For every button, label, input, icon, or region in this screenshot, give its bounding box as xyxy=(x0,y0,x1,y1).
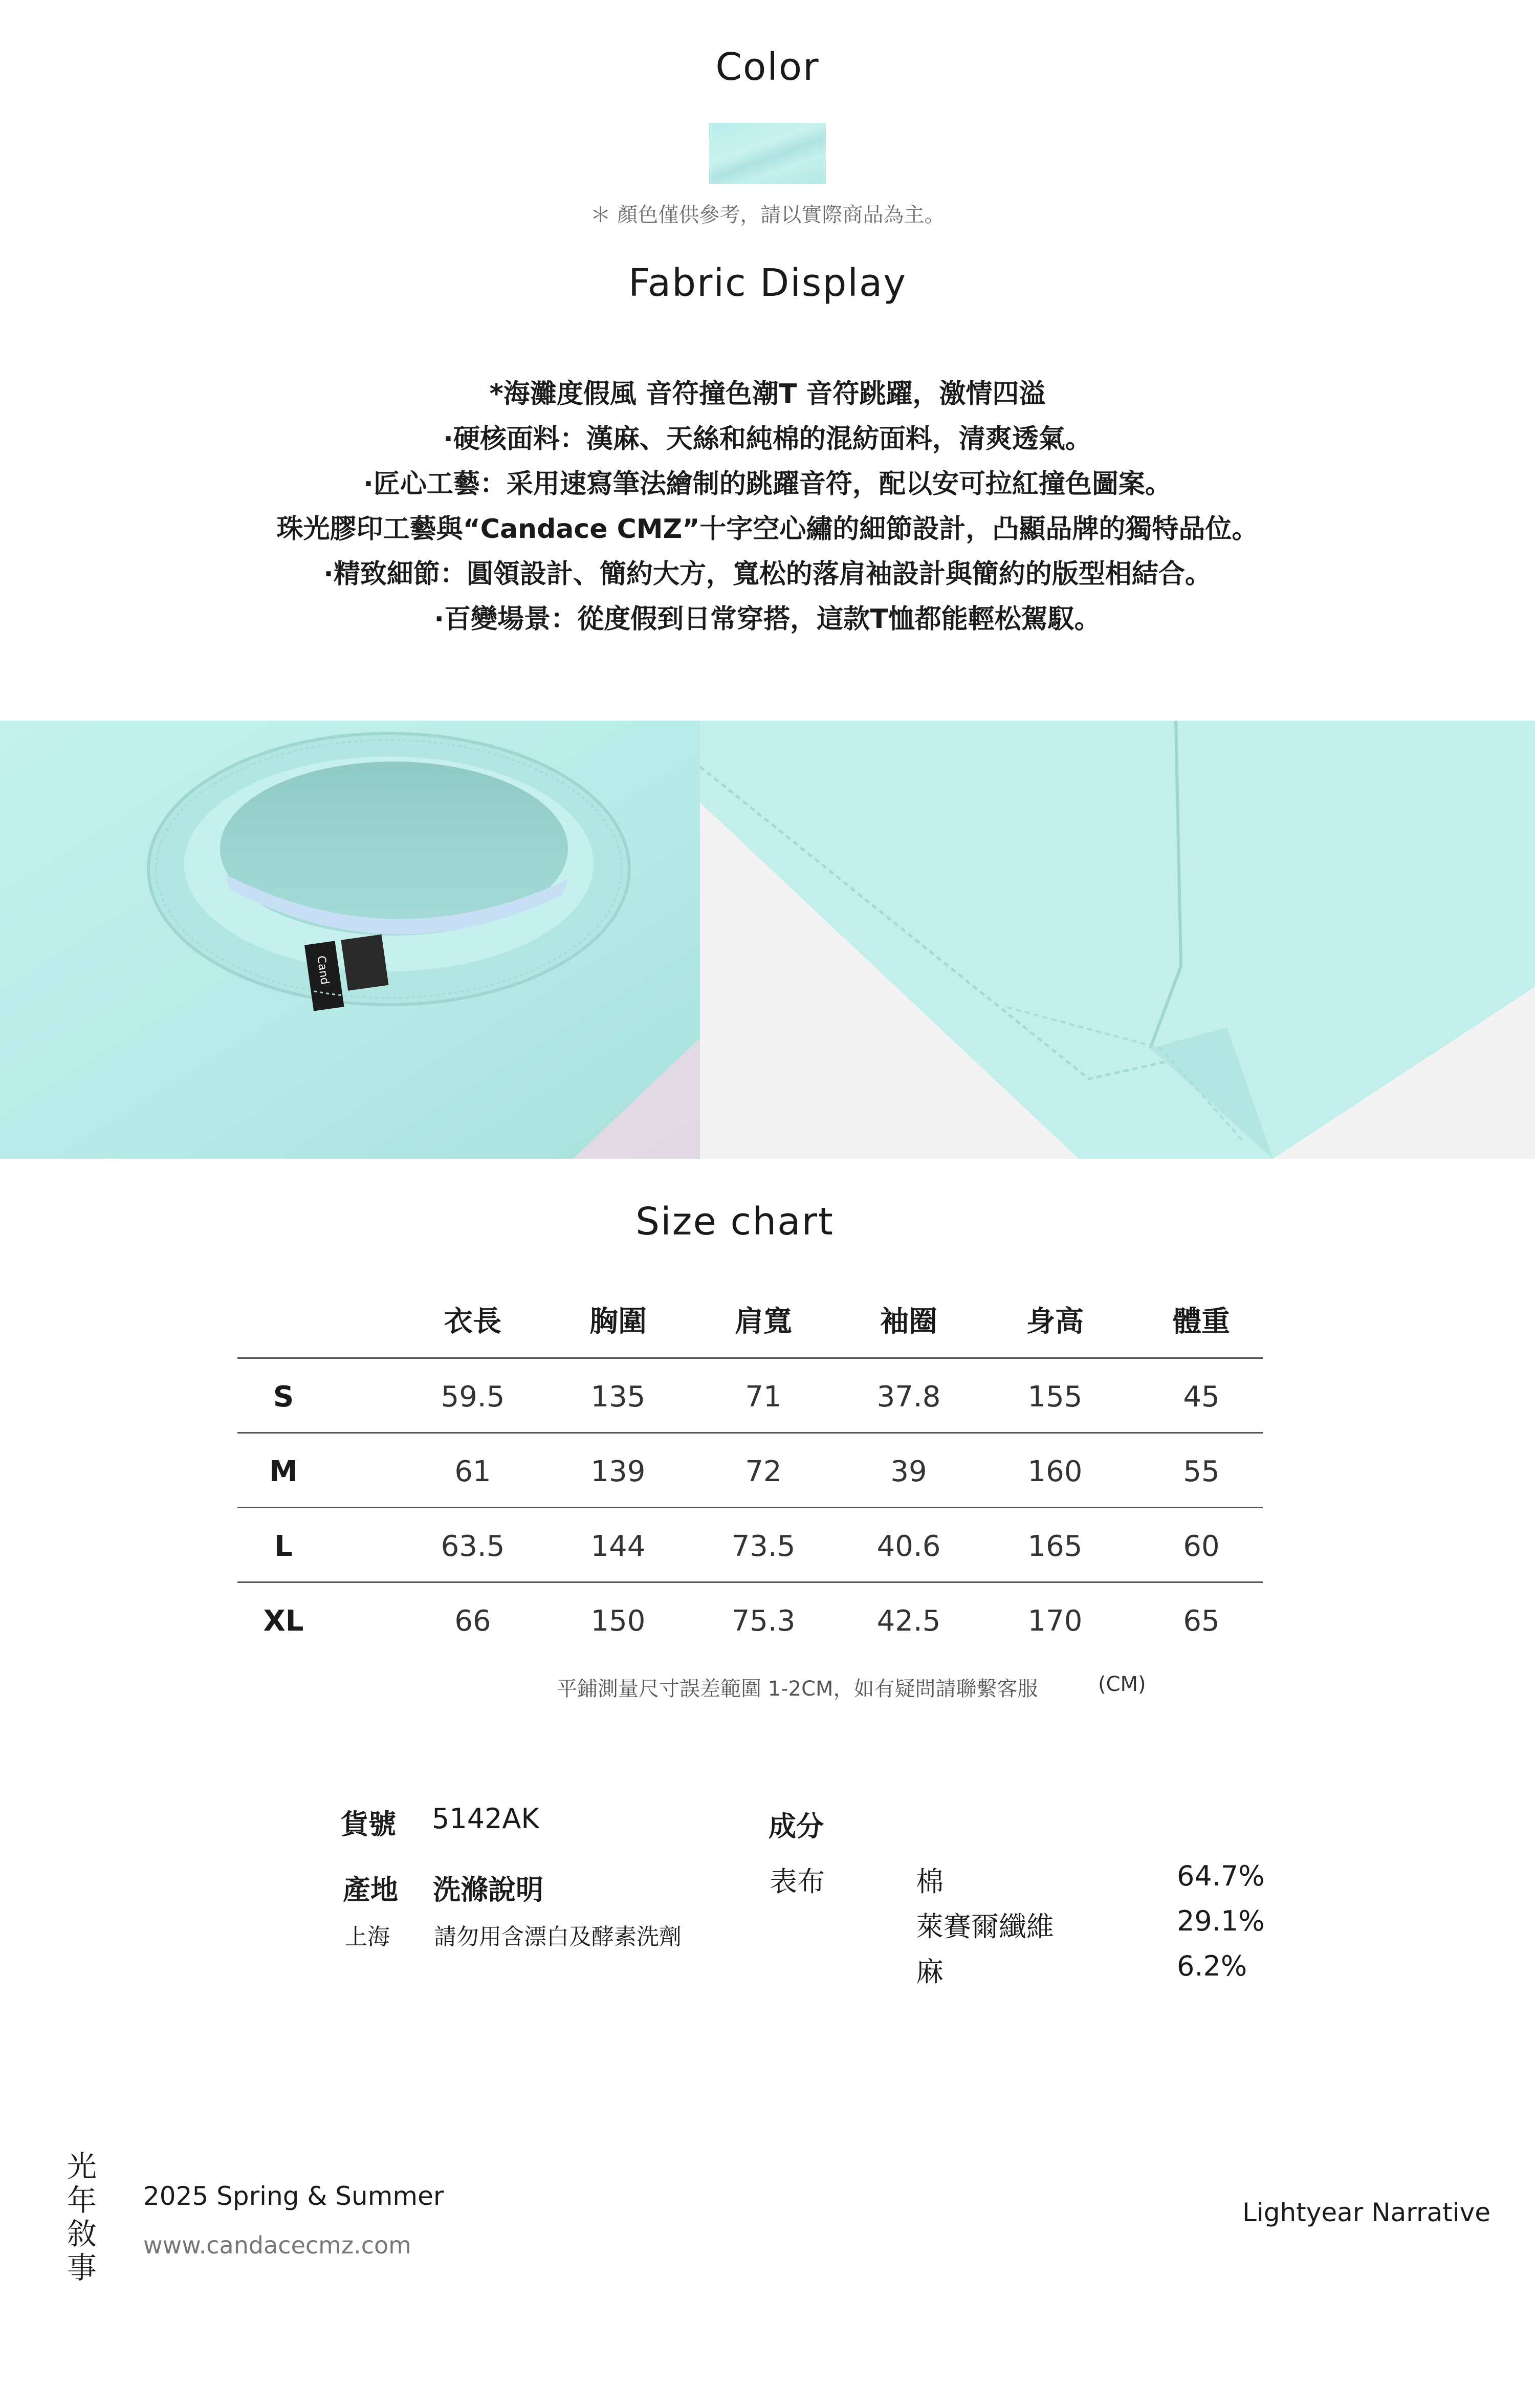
table-row xyxy=(237,1581,1263,1656)
size-table xyxy=(237,1290,1263,1656)
size-label: M xyxy=(269,1455,298,1488)
table-cell: 139 xyxy=(590,1455,646,1488)
composition-label: 成分 xyxy=(769,1810,824,1842)
table-row xyxy=(237,1507,1263,1581)
fabric-description xyxy=(0,372,1535,642)
fabric-line: ·百變場景：從度假到日常穿搭，這款T恤都能輕松駕馭。 xyxy=(434,604,1101,635)
table-cell: 66 xyxy=(454,1604,491,1638)
vertical-brand-name xyxy=(67,2150,97,2285)
table-cell: 155 xyxy=(1027,1380,1083,1414)
material-percent: 6.2% xyxy=(1177,1950,1247,1982)
table-cell: 45 xyxy=(1183,1380,1220,1414)
table-cell: 65 xyxy=(1183,1604,1220,1638)
season-label: 2025 Spring & Summer xyxy=(143,2181,444,2211)
color-note: ＊ 顏色僅供參考，請以實際商品為主。 xyxy=(590,203,945,227)
hem-detail-photo xyxy=(700,721,1535,1159)
measurement-note: 平鋪測量尺寸誤差範圍 1-2CM，如有疑問請聯繫客服 xyxy=(557,1677,1038,1701)
table-cell: 71 xyxy=(745,1380,782,1414)
fabric-line: ·匠心工藝：采用速寫筆法繪制的跳躍音符，配以安可拉紅撞色圖案。 xyxy=(363,469,1172,500)
fabric-line: ·硬核面料：漢麻、天絲和純棉的混紡面料，清爽透氣。 xyxy=(443,424,1092,454)
hem-illustration xyxy=(700,721,1535,1159)
material-name: 麻 xyxy=(916,1956,944,1988)
brand-char: 光 xyxy=(67,2149,97,2184)
material-percent: 29.1% xyxy=(1177,1905,1265,1937)
color-swatch[interactable] xyxy=(709,123,826,184)
column-header: 袖圈 xyxy=(880,1305,937,1338)
table-cell: 55 xyxy=(1183,1455,1220,1488)
collar-illustration xyxy=(0,721,700,1159)
table-cell: 42.5 xyxy=(876,1604,941,1638)
table-row xyxy=(237,1432,1263,1507)
table-cell: 39 xyxy=(890,1455,927,1488)
size-label: L xyxy=(274,1530,293,1563)
measurement-unit: (CM) xyxy=(1098,1673,1146,1696)
brand-char: 敘 xyxy=(67,2217,97,2251)
item-number-label: 貨號 xyxy=(341,1808,396,1840)
table-cell: 73.5 xyxy=(731,1530,796,1563)
table-cell: 144 xyxy=(590,1530,646,1563)
column-header: 肩寬 xyxy=(735,1305,792,1338)
origin-label: 產地 xyxy=(343,1874,398,1906)
brand-tagline: Lightyear Narrative xyxy=(1242,2198,1490,2227)
column-header: 身高 xyxy=(1026,1305,1084,1338)
material-percent: 64.7% xyxy=(1177,1860,1265,1892)
size-chart-title: Size chart xyxy=(635,1200,834,1244)
color-section-title: Color xyxy=(715,45,820,89)
column-header: 胸圍 xyxy=(589,1305,647,1338)
table-cell: 170 xyxy=(1027,1604,1083,1638)
website-link[interactable]: www.candacecmz.com xyxy=(143,2231,411,2259)
table-cell: 37.8 xyxy=(876,1380,941,1414)
material-name: 萊賽爾纖維 xyxy=(916,1911,1054,1943)
table-cell: 61 xyxy=(454,1455,491,1488)
column-header: 衣長 xyxy=(444,1305,501,1338)
fabric-line: ·精致細節：圓領設計、簡約大方，寬松的落肩袖設計與簡約的版型相結合。 xyxy=(323,559,1212,590)
table-cell: 160 xyxy=(1027,1455,1083,1488)
table-cell: 60 xyxy=(1183,1530,1220,1563)
table-cell: 150 xyxy=(590,1604,646,1638)
origin-value: 上海 xyxy=(345,1924,390,1950)
table-row xyxy=(237,1357,1263,1432)
fabric-label: 表布 xyxy=(770,1865,825,1898)
table-cell: 72 xyxy=(745,1455,782,1488)
collar-label-text: Cand xyxy=(314,954,331,986)
table-cell: 135 xyxy=(590,1380,646,1414)
fabric-section-title: Fabric Display xyxy=(628,261,907,305)
size-table-header xyxy=(237,1290,1263,1357)
table-cell: 59.5 xyxy=(441,1380,505,1414)
care-label: 洗滌說明 xyxy=(433,1874,543,1906)
table-cell: 63.5 xyxy=(441,1530,505,1563)
table-cell: 75.3 xyxy=(731,1604,796,1638)
column-header: 體重 xyxy=(1173,1305,1230,1338)
care-instructions: 請勿用含漂白及酵素洗劑 xyxy=(434,1924,682,1950)
table-cell: 165 xyxy=(1027,1530,1083,1563)
size-label: XL xyxy=(263,1604,304,1638)
brand-char: 年 xyxy=(67,2183,97,2218)
material-name: 棉 xyxy=(916,1865,944,1898)
brand-char: 事 xyxy=(67,2250,97,2285)
size-label: S xyxy=(273,1380,294,1414)
collar-detail-photo xyxy=(0,721,700,1159)
item-number: 5142AK xyxy=(432,1803,539,1835)
fabric-line: 珠光膠印工藝與“Candace CMZ”十字空心繡的細節設計，凸顯品牌的獨特品位。 xyxy=(276,514,1259,545)
fabric-line: *海灘度假風 音符撞色潮T 音符跳躍，激情四溢 xyxy=(489,379,1046,409)
table-cell: 40.6 xyxy=(876,1530,941,1563)
